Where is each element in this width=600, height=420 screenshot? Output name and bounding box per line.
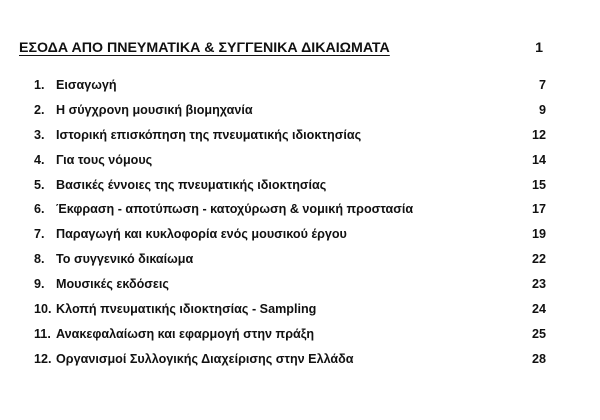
toc-heading [19, 40, 549, 62]
toc-entry-number: 12. [34, 351, 52, 366]
toc-entry-number: 4. [34, 152, 45, 167]
toc-entry-number: 6. [34, 202, 45, 217]
toc-heading-title: ΕΣΟΔΑ ΑΠΟ ΠΝΕΥΜΑΤΙΚΑ & ΣΥΓΓΕΝΙΚΑ ΔΙΚΑΙΩΜΑΤΑ [19, 40, 390, 56]
toc-entry-number: 8. [34, 252, 45, 267]
toc-entry-title: Το συγγενικό δικαίωμα [56, 252, 194, 267]
toc-heading-page: 1 [535, 40, 543, 56]
toc-entry-number: 11. [34, 326, 51, 341]
toc-entry-page: 25 [531, 326, 546, 341]
toc-entry-title: Οργανισμοί Συλλογικής Διαχείρισης στην Ελλάδα [56, 351, 354, 366]
toc-entry [34, 327, 546, 352]
toc-entry-title: Παραγωγή και κυκλοφορία ενός μουσικού έργου [56, 227, 347, 242]
toc-entry [34, 128, 546, 153]
toc-entry-page: 15 [531, 177, 546, 192]
toc-entry-page: 22 [531, 252, 546, 267]
toc-entry [34, 302, 546, 327]
toc-entry-number: 5. [34, 177, 45, 192]
toc-entry-page: 12 [531, 127, 546, 142]
toc-entry-number: 1. [34, 78, 45, 92]
toc-entries [34, 78, 546, 377]
toc-entry-page: 24 [531, 302, 546, 317]
toc-entry [34, 352, 546, 377]
toc-entry-title: Ανακεφαλαίωση και εφαρμογή στην πράξη [56, 326, 315, 341]
toc-entry-title: Η σύγχρονη μουσική βιομηχανία [56, 102, 253, 117]
toc-entry [34, 227, 546, 252]
toc-entry [34, 178, 546, 203]
toc-entry-page: 23 [531, 277, 546, 292]
toc-entry-number: 7. [34, 227, 45, 242]
toc-entry-number: 9. [34, 277, 45, 292]
toc-entry-title: Για τους νόμους [56, 152, 153, 167]
toc-entry [34, 202, 546, 227]
toc-entry-number: 10. [34, 302, 52, 317]
toc-entry-title: Κλοπή πνευματικής ιδιοκτησίας - Sampling [56, 302, 317, 317]
toc-entry-page: 28 [531, 351, 546, 366]
toc-entry [34, 78, 546, 103]
toc-entry-title: Εισαγωγή [56, 78, 117, 92]
toc-entry-number: 2. [34, 102, 45, 117]
toc-entry [34, 252, 546, 277]
toc-entry [34, 153, 546, 178]
toc-entry-page: 17 [531, 202, 546, 217]
toc-entry-page: 9 [538, 102, 546, 117]
toc-entry [34, 277, 546, 302]
toc-entry-page: 19 [531, 227, 546, 242]
toc-entry [34, 103, 546, 128]
toc-entry-number: 3. [34, 127, 45, 142]
toc-entry-title: Μουσικές εκδόσεις [56, 277, 169, 292]
toc-entry-title: Βασικές έννοιες της πνευματικής ιδιοκτησίας [56, 177, 327, 192]
toc-entry-page: 14 [531, 152, 546, 167]
toc-entry-title: Ιστορική επισκόπηση της πνευματικής ιδιοκτησίας [56, 127, 362, 142]
toc-entry-page: 7 [538, 78, 546, 92]
toc-entry-title: Έκφραση - αποτύπωση - κατοχύρωση & νομική προστασία [56, 202, 414, 217]
